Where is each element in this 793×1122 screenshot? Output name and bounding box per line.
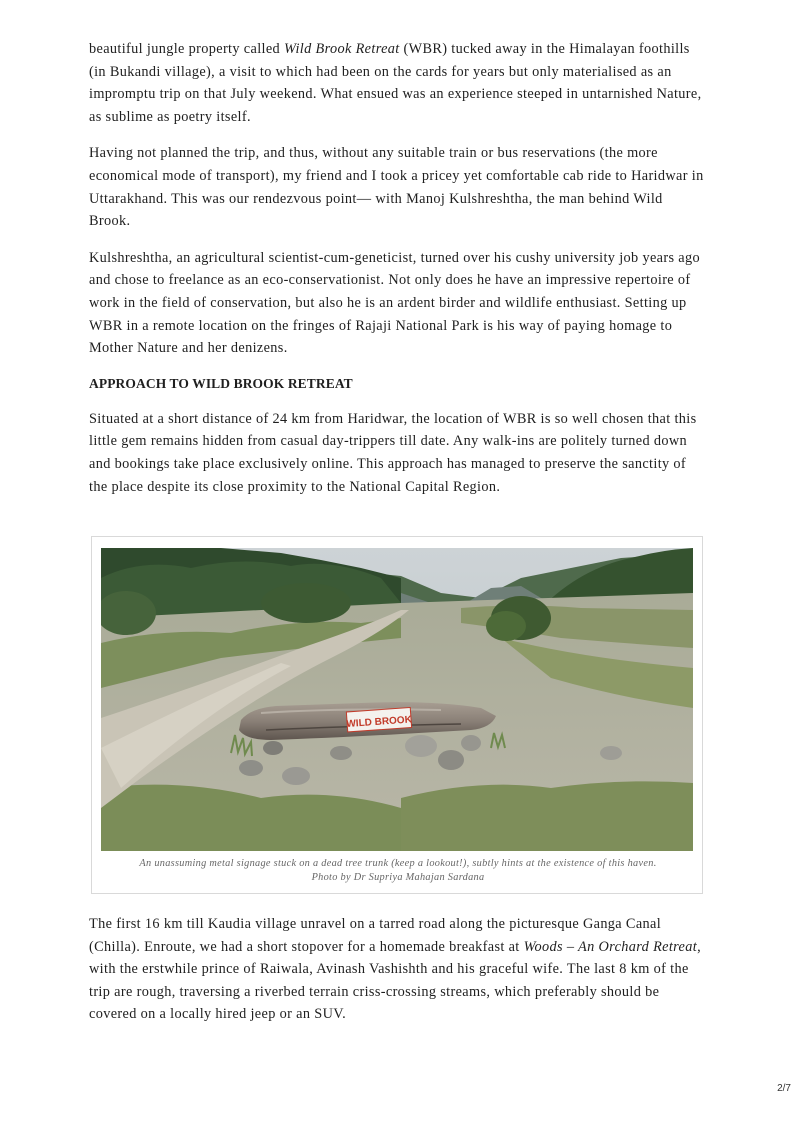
wbr-name-italic: Wild Brook Retreat bbox=[283, 41, 400, 57]
section-heading: APPROACH TO WILD BROOK RETREAT bbox=[89, 375, 353, 391]
sign-text: WILD BROOK bbox=[346, 714, 413, 730]
paragraph-route: The first 16 km till Kaudia village unravel on a tarred road along the picturesque Ganga Canal (Chilla). Enroute, we had a short stopover for a homemade breakfast at Woods – An Orchard Retreat, with the erstwhile prince of Raiwala, Avinash Vashishth and his graceful wife. The last 8 km of the trip are rough, traversing a riverbed terrain criss-crossing streams, which preferably should be covered on a locally hired jeep or an SUV. bbox=[89, 916, 702, 1023]
caption-description: An unassuming metal signage stuck on a dead tree trunk (keep a lookout!), subtly hints at the existence of this haven. bbox=[139, 858, 657, 869]
photo-caption bbox=[92, 857, 704, 885]
article-body-bottom bbox=[89, 913, 704, 1040]
page-number: 2/7 bbox=[777, 1083, 791, 1094]
paragraph-trip: Having not planned the trip, and thus, without any suitable train or bus reservations (the more economical mode of transport), my friend and I took a pricey yet comfortable cab ride to Haridwar in Uttarakhand. This was our rendezvous point— with Manoj Kulshreshtha, the man behind Wild Brook. bbox=[89, 145, 704, 230]
paragraph-approach: Situated at a short distance of 24 km from Haridwar, the location of WBR is so well chosen that this little gem remains hidden from casual day-trippers till date. Any walk-ins are politely turned down and bookings take place exclusively online. This approach has managed to preserve the sanctity of the place despite its close proximity to the National Capital Region. bbox=[89, 410, 697, 495]
wild-brook-signage-photo bbox=[101, 548, 693, 851]
caption-credit: Photo by Dr Supriya Mahajan Sardana bbox=[311, 872, 485, 883]
woods-retreat-italic: Woods – An Orchard Retreat bbox=[523, 938, 698, 955]
article-body-top bbox=[89, 38, 704, 512]
paragraph-kulshreshtha: Kulshreshtha, an agricultural scientist-cum-geneticist, turned over his cushy university job years ago and chose to freelance as an eco-conservationist. Not only does he have an impressive repertoire of work in the field of conservation, but also he is an ardent birder and wildlife enthusiast. Setting up WBR in a remote location on the fringes of Rajaji National Park is his way of paying homage to Mother Nature and her denizens. bbox=[89, 249, 700, 357]
photo-figure bbox=[91, 536, 703, 894]
paragraph-intro: beautiful jungle property called Wild Brook Retreat (WBR) tucked away in the Himalayan foothills (in Bukandi village), a visit to which had been on the cards for years but only materialised as an impromptu trip on that July weekend. What ensued was an experience steeped in untarnished Nature, as sublime as poetry itself. bbox=[89, 41, 702, 125]
